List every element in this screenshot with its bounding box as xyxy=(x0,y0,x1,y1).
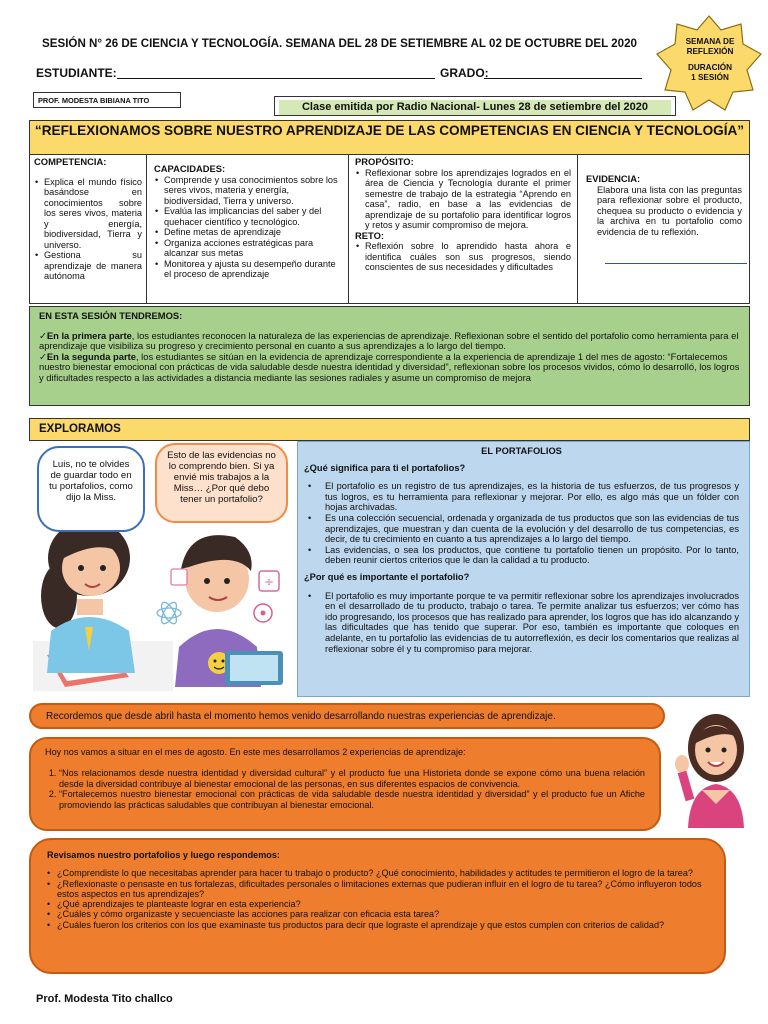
session-part-2: ✓En la segunda parte, los estudiantes se sitúan en la evidencia de aprendizaje correspondiente a la experiencia de aprendizaje 1 del mes de agosto: “Fortalecemos nuestro bienestar emocional con prácticas de vida saludable desde nuestra identidad y diversidad”, reflexionan sobre los procesos vividos, cómo lo desarrolló, los logros y dificultades respecto a las actividades a distancia mediante las sesiones radiales y asume un compromiso de mejora xyxy=(39,350,740,383)
competencia-heading: COMPETENCIA: xyxy=(34,156,107,167)
list-item: • ¿Comprendiste lo que necesitabas aprender para hacer tu trabajo o producto? ¿Qué conocimiento, habilidades y actitudes te permitieron el logro de la tarea? xyxy=(47,868,704,878)
list-item: • ¿Cuáles y cómo organizaste y secuenciaste las acciones para realizar con eficacia esta tarea? xyxy=(47,909,704,919)
footer-signature: Prof. Modesta Tito challco xyxy=(36,993,173,1005)
list-item: • Define metas de aprendizaje xyxy=(154,227,342,238)
check-icon: ✓ xyxy=(39,329,47,341)
girl-speech-bubble: Luis, no te olvides de guardar todo en tu portafolios, como dijo la Miss. xyxy=(37,446,145,532)
capacidades-heading: CAPACIDADES: xyxy=(154,163,226,174)
portfolio-question-2: ¿Por qué es importante el portafolio? xyxy=(304,571,470,582)
list-item: • Comprende y usa conocimientos sobre los seres vivos, materia y energía, biodiversidad, Tierra y universo. xyxy=(154,175,342,207)
list-item: • Monitorea y ajusta su desempeño durante el proceso de aprendizaje xyxy=(154,259,342,280)
reto-heading: RETO: xyxy=(355,229,384,241)
competencia-column xyxy=(30,155,147,303)
session-part-1: ✓En la primera parte, los estudiantes reconocen la naturaleza de las experiencias de aprendizaje. Reflexionan sobre el sentido del portafolio como herramienta para el aprendizaje que visibiliza su progreso y crecimiento personal en cuanto a sus aprendizajes a lo largo del tiempo. xyxy=(39,329,739,352)
list-item: • Organiza acciones estratégicas para alcanzar sus metas xyxy=(154,238,342,259)
student-label: ESTUDIANTE: xyxy=(36,66,117,80)
check-icon: ✓ xyxy=(39,350,47,362)
evidencia-text: Elabora una lista con las preguntas para reflexionar sobre el producto, chequea su producto o evidencia y la archiva en tu portafolio como evidencia de tu reflexión. xyxy=(597,184,742,237)
list-item: • El portafolio es muy importante porque te va permitir reflexionar sobre los aprendizajes involucrados en el desarrollado de tu producto, trabajo o tarea. Te permite analizar tus esfuerzos; ver cómo has ido progresando, los procesos que has realizado para aprender, los logros que has ido alcanzando y las dificultades que has tenido que superar. Por eso, también es importante que coloques en adelante, en tu portafolio las evidencias de tu autorreflexión, es decir los comentarios que realizas al reflexionar sobre él y tu compromiso para mejorar. xyxy=(304,591,739,655)
review-heading: Revisamos nuestro portafolios y luego respondemos: xyxy=(47,850,280,860)
list-item: • Evalúa las implicancias del saber y del quehacer científico y tecnológico. xyxy=(154,206,342,227)
student-name-field[interactable] xyxy=(117,78,435,79)
recall-banner: Recordemos que desde abril hasta el momento hemos venido desarrollando nuestras experiencias de aprendizaje. xyxy=(29,703,665,729)
list-item: • El portafolio es un registro de tus aprendizajes, es la historia de tus esfuerzos, de tus progresos y tus logros, es tu herramienta para reflexionar y mejorar. Por ello, es algo más que un fólder con hojas archivadas. xyxy=(304,481,739,513)
main-title: “REFLEXIONAMOS SOBRE NUESTRO APRENDIZAJE DE LAS COMPETENCIAS EN CIENCIA Y TECNOLOGÍA” xyxy=(29,120,750,155)
badge-text: SEMANA DE REFLEXIÓN DURACIÓN 1 SESIÓN xyxy=(685,37,735,82)
evidencia-column xyxy=(578,155,750,303)
portfolio-title: EL PORTAFOLIOS xyxy=(481,446,562,456)
evidencia-line xyxy=(605,263,747,264)
session-title: SESIÓN N° 26 DE CIENCIA Y TECNOLOGÍA. SEMANA DEL 28 DE SETIEMBRE AL 02 DE OCTUBRE DEL 2020 xyxy=(42,37,637,50)
grade-label: GRADO: xyxy=(440,66,489,80)
teacher-box: PROF. MODESTA BIBIANA TITO xyxy=(33,92,181,108)
list-item: • ¿Cuáles fueron los criterios con los que examinaste tus productos para decir que lograste el aprendizaje y que estos cumplen con criterios de calidad? xyxy=(47,920,704,930)
session-box xyxy=(29,306,750,406)
proposito-column xyxy=(349,155,578,303)
capacidades-column xyxy=(147,155,349,303)
list-item: • Las evidencias, o sea los productos, que contiene tu portafolio tienen un propósito. Por lo tanto, deben reunir ciertos criterios que le dan la calidad a tu producto. xyxy=(304,545,739,566)
list-item: 1. “Nos relacionamos desde nuestra identidad y diversidad cultural” y el producto fue una Historieta donde se expone cómo una buena relación desde la diversidad contribuye al bienestar emocional de las personas, en sus diferentes espacios de convivencia. xyxy=(59,768,645,789)
radio-broadcast-text: Clase emitida por Radio Nacional- Lunes 28 de setiembre del 2020 xyxy=(279,100,671,115)
list-item: • Reflexión sobre lo aprendido hasta ahora e identifica cuáles son sus progresos, siendo conscientes de sus necesidades y dificultades xyxy=(355,241,571,273)
list-item: • ¿Qué aprendizajes te planteaste lograr en esta experiencia? xyxy=(47,899,704,909)
boy-speech-bubble: Esto de las evidencias no lo comprendo bien. Si ya envié mis trabajos a la Miss… ¿Por qué debo tener un portafolio? xyxy=(155,443,288,523)
august-intro: Hoy nos vamos a situar en el mes de agosto. En este mes desarrollamos 2 experiencias de aprendizaje: xyxy=(45,747,466,757)
evidencia-heading: EVIDENCIA: xyxy=(586,173,641,184)
portfolio-box xyxy=(297,441,750,697)
list-item: • Gestiona su aprendizaje de manera autónoma xyxy=(34,250,142,282)
radio-broadcast-box xyxy=(274,96,676,116)
list-item: • ¿Reflexionaste o pensaste en tus fortalezas, dificultades personales o limitaciones externas que pudieran influir en el logro de tu tarea? ¿Cómo influyeron todos estos aspectos en tus aprendizajes? xyxy=(47,879,704,900)
august-box xyxy=(29,737,661,831)
list-item: • Explica el mundo físico basándose en conocimientos sobre los seres vivos, materia y energía, biodiversidad, Tierra y universo. xyxy=(34,177,142,251)
list-item: • Reflexionar sobre los aprendizajes logrados en el área de Ciencia y Tecnología durante el primer semestre de trabajo de la estrategia “Aprendo en casa”, radio, en base a las evidencias de aprendizaje de su portafolio para identificar logros y retos y asumir compromiso de mejora. xyxy=(355,168,571,231)
list-item: • Es una colección secuencial, ordenada y organizada de tus productos que son las evidencias de tus aprendizajes, que muestran y dan cuenta de la evolución y del desarrollo de tus competencias, es decir, de tu crecimiento en cuanto a tus aprendizajes a lo largo del tiempo. xyxy=(304,513,739,545)
proposito-heading: PROPÓSITO: xyxy=(355,156,414,167)
explore-heading: EXPLORAMOS xyxy=(29,418,750,441)
grade-field[interactable] xyxy=(484,78,642,79)
session-heading: EN ESTA SESIÓN TENDREMOS: xyxy=(39,310,183,321)
teacher-illustration xyxy=(672,700,758,830)
competencies-table xyxy=(29,155,750,304)
portfolio-question-1: ¿Qué significa para ti el portafolios? xyxy=(304,462,466,473)
list-item: 2. “Fortalecemos nuestro bienestar emocional con prácticas de vida saludable desde nuestra identidad y diversidad” y el producto fue un Afiche promoviendo las prácticas saludables que contribuyan al bienestar emocional. xyxy=(59,789,645,810)
review-box xyxy=(29,838,726,974)
svg-text:÷: ÷ xyxy=(264,575,275,589)
